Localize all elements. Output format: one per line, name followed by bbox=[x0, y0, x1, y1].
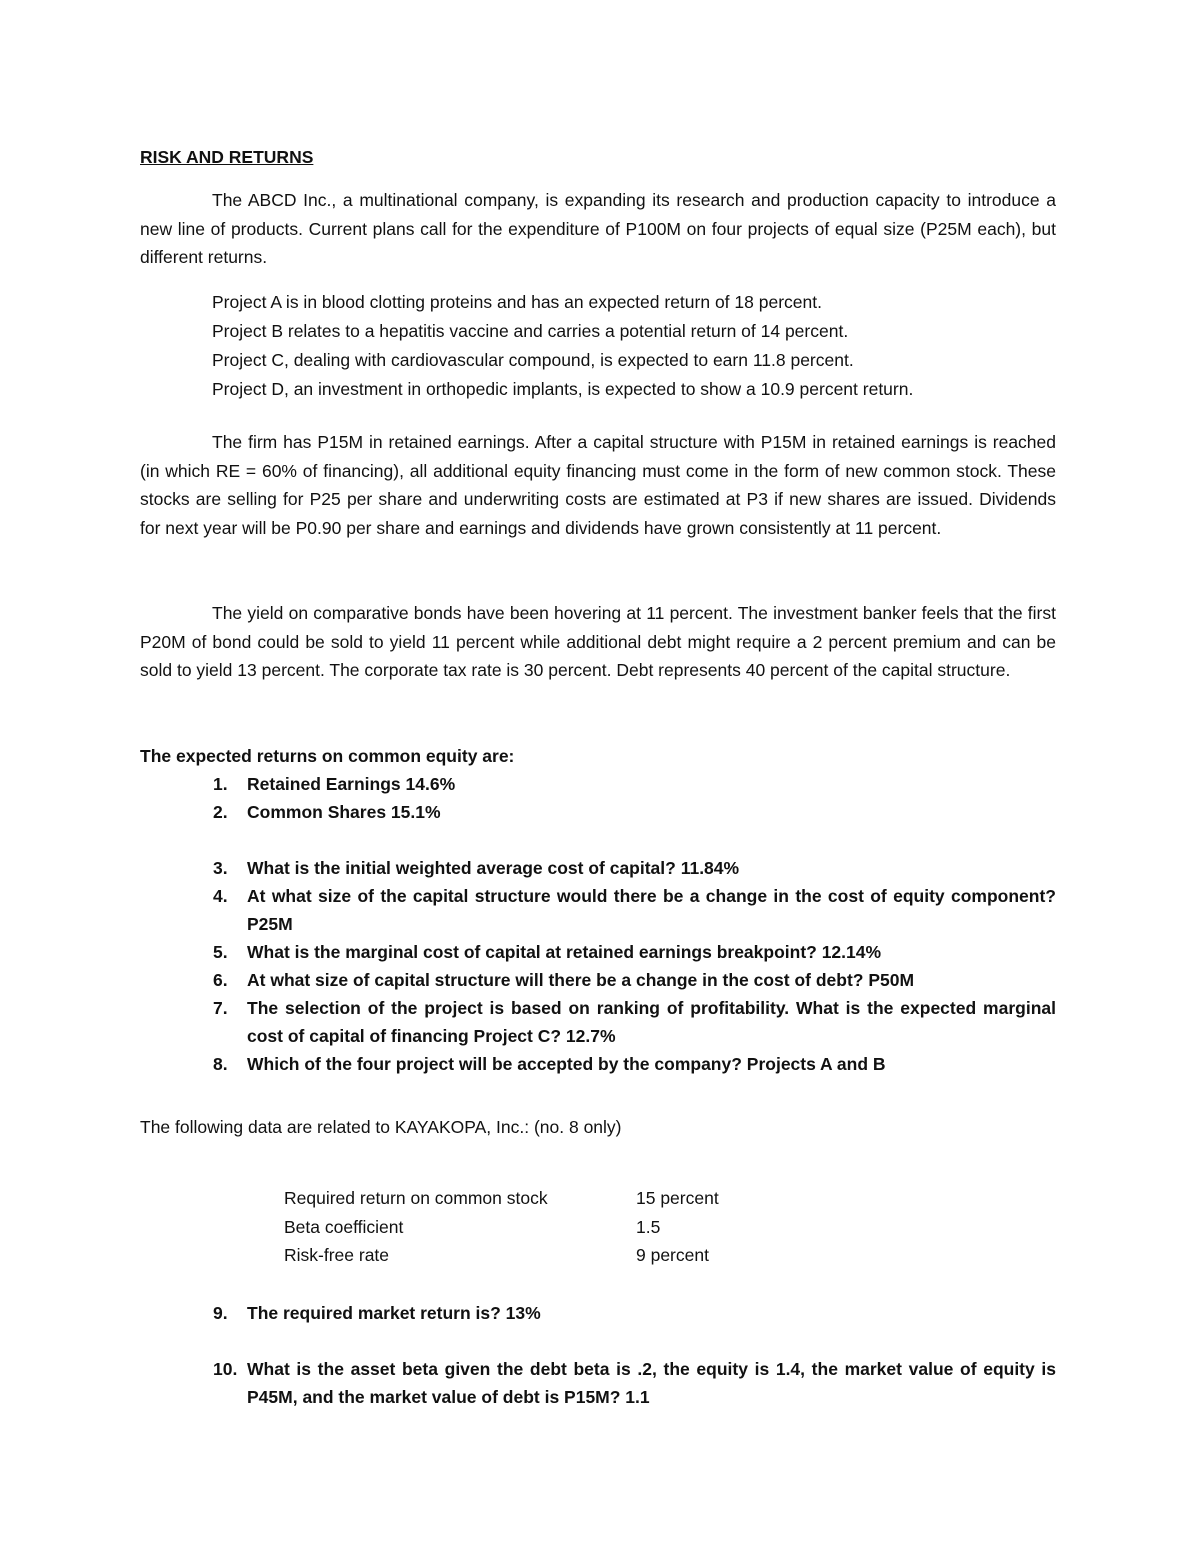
table-row bbox=[284, 1184, 719, 1213]
questions-list-c bbox=[140, 1355, 1056, 1411]
list-item: 10. What is the asset beta given the debt beta is .2, the equity is 1.4, the market value of equity is P45M, and the market value of debt is P15M? 1.1 bbox=[213, 1359, 1056, 1407]
project-d-item: Project D, an investment in orthopedic implants, is expected to show a 10.9 percent return. bbox=[212, 379, 914, 399]
intro-paragraph: The ABCD Inc., a multinational company, is expanding its research and production capacity to introduce a new line of products. Current plans call for the expenditure of P100M on four projects of equal size (P25M each), but different returns. bbox=[140, 190, 1056, 267]
document-title: RISK AND RETURNS bbox=[140, 147, 314, 167]
table-cell-value: 9 percent bbox=[636, 1245, 709, 1265]
list-item: 8. Which of the four project will be accepted by the company? Projects A and B bbox=[213, 1054, 886, 1074]
list-gap bbox=[140, 826, 1056, 854]
kayakopa-intro: The following data are related to KAYAKOPA, Inc.: (no. 8 only) bbox=[140, 1117, 622, 1137]
equity-paragraph: The firm has P15M in retained earnings. After a capital structure with P15M in retained earnings is reached (in which RE = 60% of financing), all additional equity financing must come in the form of new common stock. These stocks are selling for P25 per share and underwriting costs are estimated at P3 if new shares are issued. Dividends for next year will be P0.90 per share and earnings and dividends have grown consistently at 11 percent. bbox=[140, 432, 1056, 538]
table-cell-value: 15 percent bbox=[636, 1188, 719, 1208]
expected-returns-heading: The expected returns on common equity are: bbox=[140, 746, 515, 766]
table-cell-value: 1.5 bbox=[636, 1216, 661, 1237]
list-item: 2. Common Shares 15.1% bbox=[213, 802, 441, 822]
list-item: 6. At what size of capital structure will there be a change in the cost of debt? P50M bbox=[213, 970, 915, 990]
list-item: 4. At what size of the capital structure would there be a change in the cost of equity component? P25M bbox=[213, 886, 1056, 934]
table-row bbox=[284, 1213, 719, 1242]
questions-list-b bbox=[140, 1299, 1056, 1327]
questions-list-a bbox=[140, 770, 1056, 1078]
list-item: 7. The selection of the project is based on ranking of profitability. What is the expected marginal cost of capital of financing Project C? 12.7% bbox=[213, 998, 1056, 1046]
list-item: 3. What is the initial weighted average cost of capital? 11.84% bbox=[213, 858, 740, 878]
project-c-item: Project C, dealing with cardiovascular compound, is expected to earn 11.8 percent. bbox=[212, 350, 854, 370]
kayakopa-data-table bbox=[284, 1184, 719, 1270]
table-cell-label: Beta coefficient bbox=[284, 1216, 404, 1237]
table-cell-label: Required return on common stock bbox=[284, 1188, 548, 1208]
list-item: 9. The required market return is? 13% bbox=[213, 1303, 541, 1323]
project-a-item: Project A is in blood clotting proteins and has an expected return of 18 percent. bbox=[212, 292, 822, 312]
table-row bbox=[284, 1241, 719, 1270]
intro-section bbox=[140, 186, 1056, 272]
list-item: 5. What is the marginal cost of capital at retained earnings breakpoint? 12.14% bbox=[213, 942, 882, 962]
table-cell-label: Risk-free rate bbox=[284, 1245, 390, 1265]
debt-paragraph: The yield on comparative bonds have been hovering at 11 percent. The investment banker feels that the first P20M of bond could be sold to yield 11 percent while additional debt might require a 2 percent premium and can be sold to yield 13 percent. The corporate tax rate is 30 percent. Debt represents 40 percent of the capital structure. bbox=[140, 603, 1056, 680]
project-list bbox=[212, 288, 913, 404]
list-item: 1. Retained Earnings 14.6% bbox=[213, 774, 456, 794]
project-b-item: Project B relates to a hepatitis vaccine and carries a potential return of 14 percent. bbox=[212, 321, 849, 341]
